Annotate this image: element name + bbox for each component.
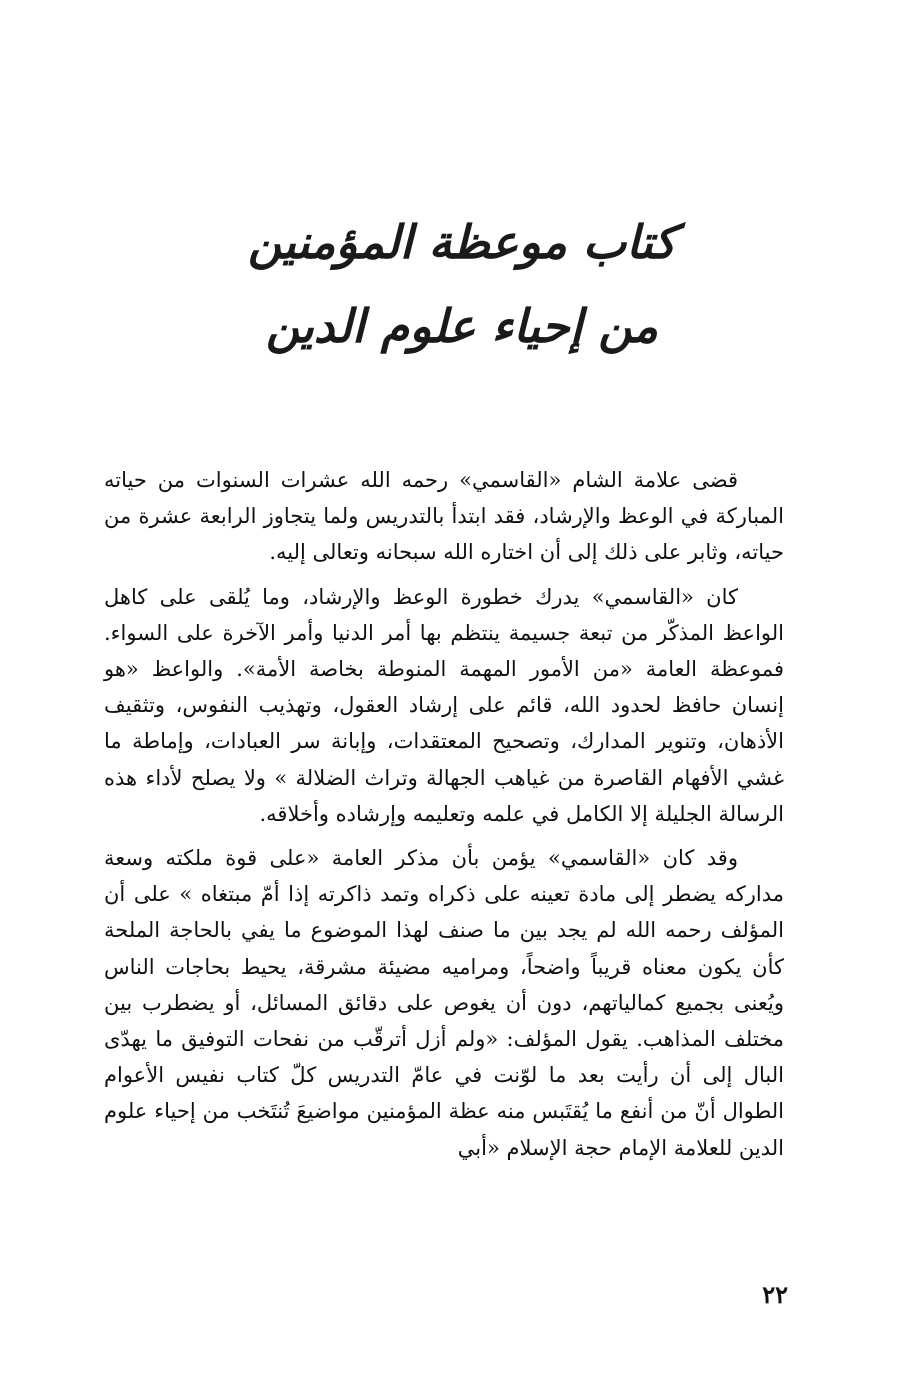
paragraph-3: وقد كان «القاسمي» يؤمن بأن مذكر العامة «على قوة ملكته وسعة مداركه يضطر إلى مادة تعينه على ذكراه وتمد ذاكرته إذا أمّ مبتغاه » على أن المؤلف رحمه الله لم يجد بين ما صنف لهذا الموضوع ما يفي بالحاجة الملحة كأن يكون معناه قريباً واضحاً، ومراميه مضيئة مشرقة، يحيط بحاجات الناس ويُعنى بجميع كمالياتهم، دون أن يغوص على دقائق المسائل، أو يضطرب بين مختلف المذاهب. يقول المؤلف: «ولم أزل أترقّب من نفحات التوفيق ما يهدّى البال إلى أن رأيت بعد ما لوّنت في عامّ التدريس كلّ كتاب نفيس الأعوام الطوال أنّ من أنفع ما يُقتَبس منه عظة المؤمنين مواضيعَ تُنتَخب من إحياء علوم الدين للعلامة الإمام حجة الإسلام «أبي <box>104 846 784 1160</box>
paragraph-1: قضى علامة الشام «القاسمي» رحمه الله عشرات السنوات من حياته المباركة في الوعظ والإرشاد، فقد ابتدأ بالتدريس ولما يتجاوز الرابعة عشرة من حياته، وثابر على ذلك إلى أن اختاره الله سبحانه وتعالى إليه. <box>104 468 784 565</box>
chapter-title <box>120 200 804 368</box>
page-number: ٢٢ <box>762 1280 788 1309</box>
title-line-2: من إحياء علوم الدين <box>265 299 659 353</box>
title-line-1: كتاب موعظة المؤمنين <box>248 215 676 269</box>
paragraph-2: كان «القاسمي» يدرك خطورة الوعظ والإرشاد، وما يُلقى على كاهل الواعظ المذكّر من تبعة جسيمة ينتظم بها أمر الدنيا وأمر الآخرة على السواء. فموعظة العامة «من الأمور المهمة المنوطة بخاصة الأمة». والواعظ «هو إنسان حافظ لحدود الله، قائم على إرشاد العقول، وتهذيب النفوس، وتثقيف الأذهان، وتنوير المدارك، وتصحيح المعتقدات، وإبانة سر العبادات، وإماطة ما غشي الأفهام القاصرة من غياهب الجهالة وتراث الضلالة » ولا يصلح لأداء هذه الرسالة الجليلة إلا الكامل في علمه وتعليمه وإرشاده وأخلاقه. <box>104 584 784 826</box>
body-text <box>104 462 784 1166</box>
